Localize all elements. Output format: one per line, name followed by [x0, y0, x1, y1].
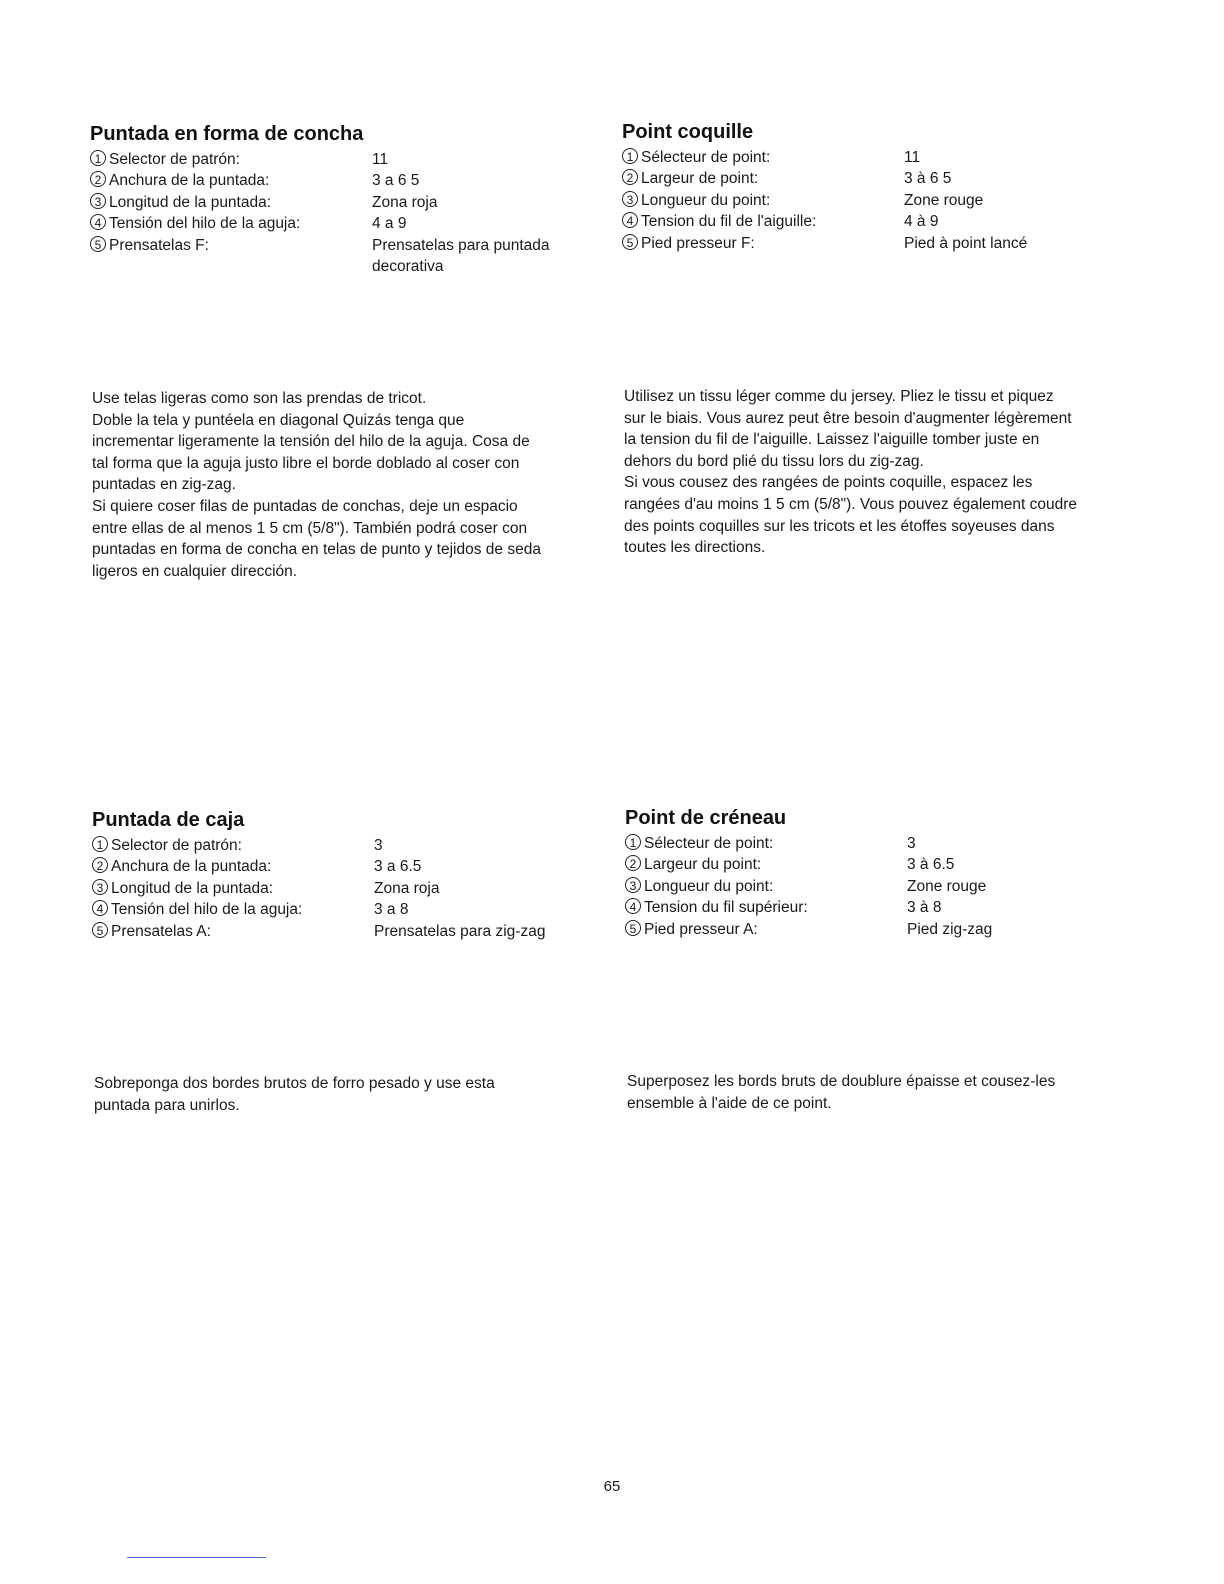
circled-number: 5	[622, 234, 638, 250]
setting-label: Tensión del hilo de la aguja:	[109, 215, 301, 233]
circled-number: 3	[92, 879, 108, 895]
circled-number: 5	[90, 236, 106, 252]
settings-list	[90, 149, 610, 277]
page-number: 65	[603, 1478, 621, 1495]
circled-number: 1	[622, 148, 638, 164]
setting-row	[90, 192, 610, 213]
setting-label: Prensatelas F:	[109, 236, 209, 254]
section-shell-stitch-fr	[622, 120, 1162, 254]
circled-number: 2	[92, 857, 108, 873]
setting-value: Zone rouge	[904, 191, 984, 209]
setting-value: Zone rouge	[907, 877, 987, 895]
setting-value: 3 à 6.5	[907, 856, 955, 874]
setting-row	[625, 833, 1165, 854]
setting-value: Zona roja	[374, 879, 440, 897]
section-title: Point de créneau	[625, 807, 787, 829]
setting-value: 11	[372, 151, 389, 168]
circled-number: 3	[90, 193, 106, 209]
instructions-shell-stitch-es: Use telas ligeras como son las prendas de tricot. Doble la tela y puntéela en diagonal Quizás tenga que incrementar ligeramente la tensión del hilo de la aguja. Cosa de tal forma que la aguja justo libre el borde doblado al coser con puntadas en zig-zag. Si quiere coser filas de puntadas de conchas, deje un espacio entre ellas de al menos 1 5 cm (5/8"). También podrá coser con puntadas en forma de concha en telas de punto y tejidos de seda ligeros en cualquier dirección.	[92, 390, 541, 580]
circled-number: 2	[625, 855, 641, 871]
setting-row	[92, 835, 612, 856]
setting-value: Zona roja	[372, 193, 438, 211]
circled-number: 4	[622, 212, 638, 228]
circled-number: 3	[622, 191, 638, 207]
setting-row	[625, 876, 1165, 897]
setting-label: Largeur de point:	[641, 170, 759, 188]
setting-row	[622, 211, 1162, 232]
circled-number: 5	[625, 920, 641, 936]
setting-value: 11	[904, 149, 921, 166]
setting-label: Tension du fil de l'aiguille:	[641, 213, 817, 231]
settings-list	[622, 147, 1162, 254]
setting-value: 3	[374, 837, 383, 854]
circled-number: 4	[92, 900, 108, 916]
circled-number: 5	[92, 922, 108, 938]
setting-row	[622, 190, 1162, 211]
setting-value: 4 a 9	[372, 215, 407, 233]
setting-row	[625, 919, 1165, 940]
setting-value: 3 à 6 5	[904, 170, 952, 188]
setting-value: Pied zig-zag	[907, 920, 993, 938]
circled-number: 2	[90, 171, 106, 187]
circled-number: 2	[622, 169, 638, 185]
setting-label: Longitud de la puntada:	[109, 193, 272, 211]
setting-label: Largeur du point:	[644, 856, 762, 874]
setting-label: Pied presseur F:	[641, 234, 755, 252]
circled-number: 1	[92, 836, 108, 852]
circled-number: 4	[90, 214, 106, 230]
setting-label: Longueur du point:	[644, 877, 774, 895]
setting-row	[90, 149, 610, 170]
setting-row	[90, 213, 610, 234]
setting-label: Tensión del hilo de la aguja:	[111, 901, 303, 919]
instructions-box-stitch-fr: Superposez les bords bruts de doublure épaisse et cousez-les ensemble à l'aide de ce point.	[627, 1073, 1056, 1112]
setting-label: Anchura de la puntada:	[109, 172, 270, 190]
setting-row	[625, 854, 1165, 875]
instructions-shell-stitch-fr: Utilisez un tissu léger comme du jersey. Pliez le tissu et piquez sur le biais. Vous aurez peut être besoin d'augmenter légèrement la tension du fil de l'aiguille. Laissez l'aiguille tomber juste en dehors du bord plié du tissu lors du zig-zag. Si vous cousez des rangées de points coquille, espacez les rangées d'au moins 1 5 cm (5/8"). Vous pouvez également coudre des points coquilles sur les tricots et les étoffes soyeuses dans toutes les directions.	[624, 388, 1078, 557]
setting-value: Prensatelas para zig-zag	[374, 922, 546, 940]
setting-label: Longitud de la puntada:	[111, 879, 274, 897]
setting-value: 3 a 8	[374, 901, 409, 919]
section-box-stitch-es	[92, 808, 612, 942]
setting-label: Tension du fil supérieur:	[644, 899, 808, 917]
setting-row	[92, 856, 612, 877]
instructions-box-stitch-es: Sobreponga dos bordes brutos de forro pesado y use esta puntada para unirlos.	[94, 1075, 495, 1114]
settings-list	[625, 833, 1165, 940]
setting-label: Sélecteur de point:	[644, 835, 774, 852]
settings-list	[92, 835, 612, 942]
section-title: Puntada en forma de concha	[90, 123, 364, 145]
setting-value: 3 a 6.5	[374, 858, 422, 876]
setting-label: Prensatelas A:	[111, 922, 211, 940]
setting-row	[92, 899, 612, 920]
setting-row	[625, 897, 1165, 918]
section-title: Point coquille	[622, 121, 754, 143]
setting-value: 3 a 6 5	[372, 172, 420, 190]
setting-value: 3 à 8	[907, 899, 942, 917]
setting-row	[90, 235, 610, 278]
setting-value: 3	[907, 835, 916, 852]
setting-label: Sélecteur de point:	[641, 149, 771, 166]
setting-row	[622, 147, 1162, 168]
setting-label: Longueur du point:	[641, 191, 771, 209]
setting-label: Selector de patrón:	[111, 837, 242, 854]
setting-value: Prensatelas para puntada decorativa	[372, 236, 550, 276]
footer-rule	[127, 1557, 266, 1558]
setting-row	[622, 233, 1162, 254]
section-shell-stitch-es	[90, 122, 610, 277]
section-box-stitch-fr	[625, 806, 1165, 940]
setting-row	[622, 168, 1162, 189]
circled-number: 3	[625, 877, 641, 893]
setting-row	[92, 878, 612, 899]
setting-value: Pied à point lancé	[904, 234, 1028, 252]
setting-row	[92, 921, 612, 942]
circled-number: 1	[625, 834, 641, 850]
circled-number: 1	[90, 150, 106, 166]
setting-label: Pied presseur A:	[644, 920, 758, 938]
setting-value: 4 à 9	[904, 213, 939, 231]
section-title: Puntada de caja	[92, 809, 245, 831]
circled-number: 4	[625, 898, 641, 914]
setting-row	[90, 170, 610, 191]
setting-label: Anchura de la puntada:	[111, 858, 272, 876]
setting-label: Selector de patrón:	[109, 151, 240, 168]
